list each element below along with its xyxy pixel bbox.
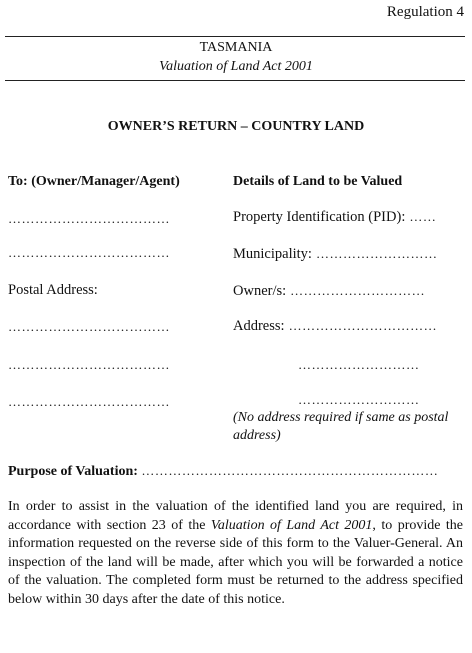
state-name: TASMANIA <box>199 40 273 55</box>
instructions-act-name: Valuation of Land Act 2001 <box>210 517 373 533</box>
postal-address-line-2[interactable]: ……………………………… <box>8 357 170 372</box>
owners-label: Owner/s: <box>233 283 287 299</box>
header-top-rule <box>5 36 465 37</box>
address-note: (No address required if same as postal address) <box>233 410 449 443</box>
header-bottom-rule <box>5 80 465 81</box>
recipient-name-line-1[interactable]: ……………………………… <box>8 211 170 226</box>
land-address-field-3[interactable]: ……………………… <box>298 392 420 407</box>
land-address-field-2[interactable]: ……………………… <box>298 357 420 372</box>
land-address-label: Address: <box>233 318 285 334</box>
purpose-label: Purpose of Valuation: <box>8 464 138 479</box>
instructions-text-2: , to provide the information requested on the reverse side of this form to the Valuer-General. An inspection of the land will be made, after which you will be forwarded a notice of the valuation. The completed form must be returned to the address specified below within 30 days after the date of this notice. <box>8 517 464 607</box>
act-title: Valuation of Land Act 2001 <box>159 59 313 74</box>
postal-address-line-1[interactable]: ……………………………… <box>8 319 170 334</box>
land-details-heading: Details of Land to be Valued <box>233 174 403 189</box>
owners-row <box>233 282 425 300</box>
purpose-field[interactable]: ………………………………………………………… <box>141 463 439 478</box>
land-address-row <box>233 317 437 335</box>
owners-field[interactable]: ………………………… <box>290 283 426 298</box>
postal-address-line-3[interactable]: ……………………………… <box>8 394 170 409</box>
recipient-heading: To: (Owner/Manager/Agent) <box>8 174 180 189</box>
postal-address-label: Postal Address: <box>8 282 98 298</box>
purpose-row <box>8 463 438 480</box>
pid-row <box>233 208 436 226</box>
land-address-field-1[interactable]: …………………………… <box>288 318 438 333</box>
municipality-label: Municipality: <box>233 246 312 262</box>
form-title: OWNER’S RETURN – COUNTRY LAND <box>107 119 365 134</box>
municipality-row <box>233 245 437 263</box>
pid-field[interactable]: …… <box>409 209 437 224</box>
pid-label: Property Identification (PID): <box>233 209 406 225</box>
instructions-text-1: In order to assist in the valuation of the identified land you are required, in accordance with section 23 of the <box>8 499 463 533</box>
regulation-number: Regulation 4 <box>386 4 464 20</box>
recipient-name-line-2[interactable]: ……………………………… <box>8 245 170 260</box>
municipality-field[interactable]: ……………………… <box>315 246 438 261</box>
instructions-paragraph <box>8 498 463 609</box>
